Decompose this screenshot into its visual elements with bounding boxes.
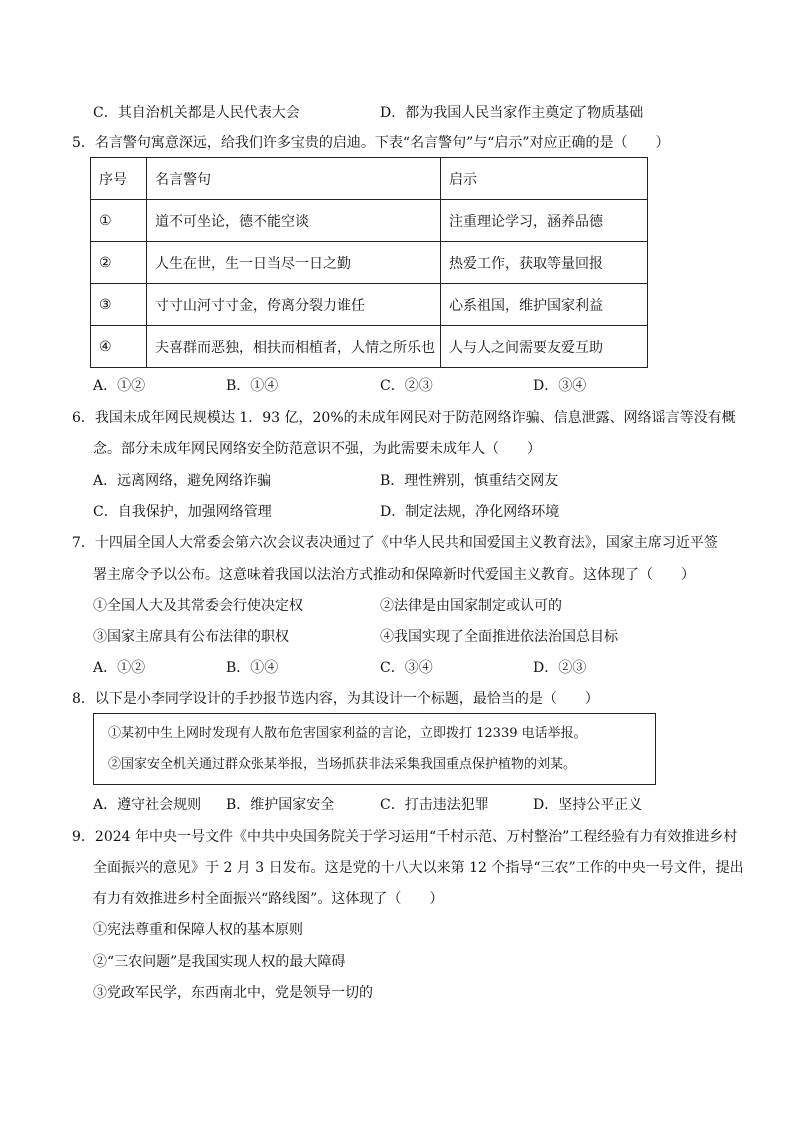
q9-statement-2: ②“三农问题”是我国实现人权的最大障碍 <box>93 954 346 970</box>
q6-stem-line-2: 念。部分未成年网民网络安全防范意识不强，为此需要未成年人（ ） <box>93 441 541 457</box>
q7-statement-4: ④我国实现了全面推进依法治国总目标 <box>380 629 618 645</box>
table-cell: 道不可坐论，德不能空谈 <box>147 200 441 242</box>
table-cell: 注重理论学习，涵养品德 <box>441 200 648 242</box>
q7-stem-line-2: 署主席令予以公布。这意味着我国以法治方式推动和保障新时代爱国主义教育。这体现了（ ） <box>93 567 695 583</box>
q5-stem: 5．名言警句寓意深远，给我们许多宝贵的启迪。下表“名言警句”与“启示”对应正确的是（ ） <box>72 135 670 151</box>
table-row <box>91 242 648 284</box>
table-cell: ③ <box>91 284 147 326</box>
table-row <box>91 284 648 326</box>
q6-option-a: A．远离网络，避免网络诈骗 <box>93 473 272 489</box>
q9-stem-line-3: 有力有效推进乡村全面振兴“路线图”。这体现了（ ） <box>93 891 444 907</box>
table-cell: ① <box>91 200 147 242</box>
q5-option-d: D．③④ <box>533 378 587 394</box>
table-header-cell: 启示 <box>441 158 648 200</box>
q7-statement-1: ①全国人大及其常委会行使决定权 <box>93 598 303 614</box>
q8-stem: 8．以下是小李同学设计的手抄报节选内容，为其设计一个标题，最恰当的是（ ） <box>72 691 599 707</box>
q9-statement-3: ③党政军民学，东西南北中，党是领导一切的 <box>93 985 373 1001</box>
q7-option-b: B．①④ <box>226 660 279 676</box>
table-cell: ② <box>91 242 147 284</box>
q6-option-b: B．理性辨别，慎重结交网友 <box>380 473 559 489</box>
q8-option-d: D．坚持公平正义 <box>533 797 643 813</box>
q8-excerpt-box <box>93 713 656 785</box>
q7-option-c: C．③④ <box>380 660 433 676</box>
q7-statement-3: ③国家主席具有公布法律的职权 <box>93 629 289 645</box>
table-cell: ④ <box>91 326 147 368</box>
q6-option-d: D．制定法规，净化网络环境 <box>380 504 560 520</box>
q8-excerpt-line-1: ①某初中生上网时发现有人散布危害国家利益的言论，立即拨打 12339 电话举报。 <box>108 726 587 741</box>
table-row <box>91 326 648 368</box>
q7-option-d: D．②③ <box>533 660 587 676</box>
q5-option-b: B．①④ <box>226 378 279 394</box>
q6-stem-line-1: 6．我国未成年网民规模达 1．93 亿，20%的未成年网民对于防范网络诈骗、信息泄露、网络谣言等没有概 <box>72 410 736 426</box>
q7-stem-line-1: 7．十四届全国人大常委会第六次会议表决通过了《中华人民共和国爱国主义教育法》，国家主席习近平签 <box>72 535 718 551</box>
q5-option-a: A．①② <box>93 378 146 394</box>
q8-option-a: A．遵守社会规则 <box>93 797 202 813</box>
q8-option-b: B．维护国家安全 <box>226 797 335 813</box>
table-cell: 夫喜群而恶独，相扶而相植者，人情之所乐也 <box>147 326 441 368</box>
q5-option-c: C．②③ <box>380 378 433 394</box>
table-cell: 人生在世，生一日当尽一日之勤 <box>147 242 441 284</box>
q9-statement-1: ①宪法尊重和保障人权的基本原则 <box>93 922 303 938</box>
table-header-cell: 序号 <box>91 158 147 200</box>
table-header-cell: 名言警句 <box>147 158 441 200</box>
q9-stem-line-2: 全面振兴的意见》于 2 月 3 日发布。这是党的十八大以来第 12 个指导“三农”工作的中央一号文件，提出 <box>93 860 744 876</box>
q8-option-c: C．打击违法犯罪 <box>380 797 489 813</box>
q4-option-c: C．其自治机关都是人民代表大会 <box>93 105 300 121</box>
q8-excerpt-line-2: ②国家安全机关通过群众张某举报，当场抓获非法采集我国重点保护植物的刘某。 <box>108 757 577 772</box>
table-cell: 人与人之间需要友爱互助 <box>441 326 648 368</box>
q6-option-c: C．自我保护，加强网络管理 <box>93 504 272 520</box>
table-row <box>91 200 648 242</box>
table-cell: 热爱工作，获取等量回报 <box>441 242 648 284</box>
q9-stem-line-1: 9．2024 年中央一号文件《中共中央国务院关于学习运用“千村示范、万村整治”工程经验有力有效推进乡村 <box>72 829 738 845</box>
table-cell: 寸寸山河寸寸金，侉离分裂力谁任 <box>147 284 441 326</box>
q7-statement-2: ②法律是由国家制定或认可的 <box>380 598 562 614</box>
q5-table <box>90 157 648 368</box>
table-cell: 心系祖国，维护国家利益 <box>441 284 648 326</box>
table-header-row <box>91 158 648 200</box>
q7-option-a: A．①② <box>93 660 146 676</box>
q4-option-d: D．都为我国人民当家作主奠定了物质基础 <box>380 105 644 121</box>
